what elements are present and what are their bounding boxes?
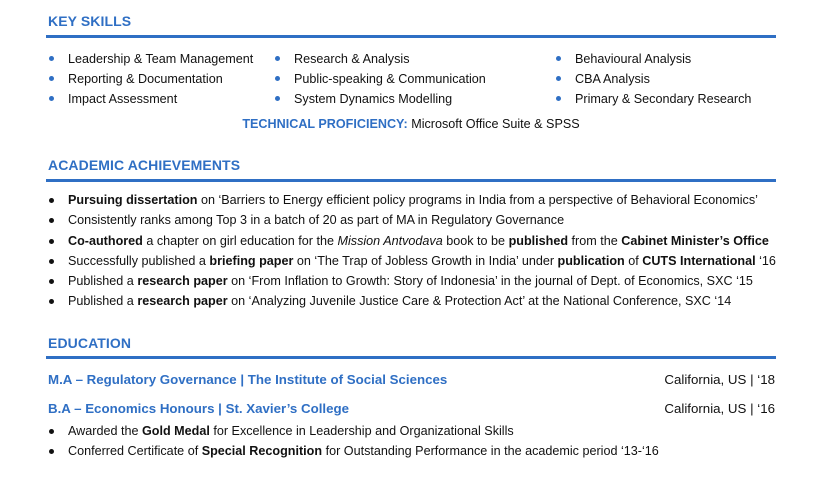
list-item: Awarded the Gold Medal for Excellence in Leadership and Organizational Skills [48,421,659,441]
education-rule [46,356,776,359]
skill-item: Leadership & Team Management [48,49,253,69]
bullet-dot [556,56,561,61]
bullet-dot [49,76,54,81]
skill-item: Reporting & Documentation [48,69,253,89]
degree-location: California, US | ‘18 [664,372,775,387]
bullet-dot [556,76,561,81]
skill-item: Research & Analysis [274,49,486,69]
list-item: Co-authored a chapter on girl education for the Mission Antvodava book to be published from the Cabinet Minister’s Office [48,231,776,251]
technical-proficiency [0,117,822,131]
skills-column-2 [274,49,486,109]
education-entry-ma [48,370,775,390]
skill-item: CBA Analysis [555,69,751,89]
key-skills-heading: KEY SKILLS [48,13,132,29]
skill-item: Impact Assessment [48,89,253,109]
skills-column-3 [555,49,751,109]
bullet-dot [49,218,54,223]
bullet-dot [49,449,54,454]
list-item: Published a research paper on ‘From Inflation to Growth: Story of Indonesia’ in the journal of Dept. of Economics, SXC ‘15 [48,271,776,291]
key-skills-rule [46,35,776,38]
bullet-dot [49,259,54,264]
academic-achievements-heading: ACADEMIC ACHIEVEMENTS [48,157,241,173]
bullet-dot [275,76,280,81]
skill-item: Public-speaking & Communication [274,69,486,89]
education-heading: EDUCATION [48,335,132,351]
bullet-dot [275,56,280,61]
degree-title: M.A – Regulatory Governance | The Institute of Social Sciences [48,372,448,387]
skill-item: Primary & Secondary Research [555,89,751,109]
bullet-dot [49,96,54,101]
bullet-dot [275,96,280,101]
bullet-dot [49,279,54,284]
bullet-dot [49,198,54,203]
bullet-dot [49,299,54,304]
education-entry-ba [48,399,775,419]
bullet-dot [49,56,54,61]
list-item: Conferred Certificate of Special Recognition for Outstanding Performance in the academic period ‘13-‘16 [48,441,659,461]
education-list [48,421,659,462]
bullet-dot [49,429,54,434]
bullet-dot [49,239,54,244]
technical-proficiency-label: TECHNICAL PROFICIENCY: [242,117,408,131]
degree-location: California, US | ‘16 [664,401,775,416]
academic-list [48,190,776,312]
degree-title: B.A – Economics Honours | St. Xavier’s College [48,401,350,416]
skill-item: Behavioural Analysis [555,49,751,69]
bullet-dot [556,96,561,101]
list-item: Successfully published a briefing paper on ‘The Trap of Jobless Growth in India’ under publication of CUTS International ‘16 [48,251,776,271]
technical-proficiency-value: Microsoft Office Suite & SPSS [407,117,580,131]
list-item: Pursuing dissertation on ‘Barriers to Energy efficient policy programs in India from a perspective of Behavioral Economics’ [48,190,776,210]
academic-achievements-rule [46,179,776,182]
list-item: Consistently ranks among Top 3 in a batch of 20 as part of MA in Regulatory Governance [48,210,776,230]
list-item: Published a research paper on ‘Analyzing Juvenile Justice Care & Protection Act’ at the National Conference, SXC ‘14 [48,291,776,311]
skills-column-1 [48,49,253,109]
skill-item: System Dynamics Modelling [274,89,486,109]
